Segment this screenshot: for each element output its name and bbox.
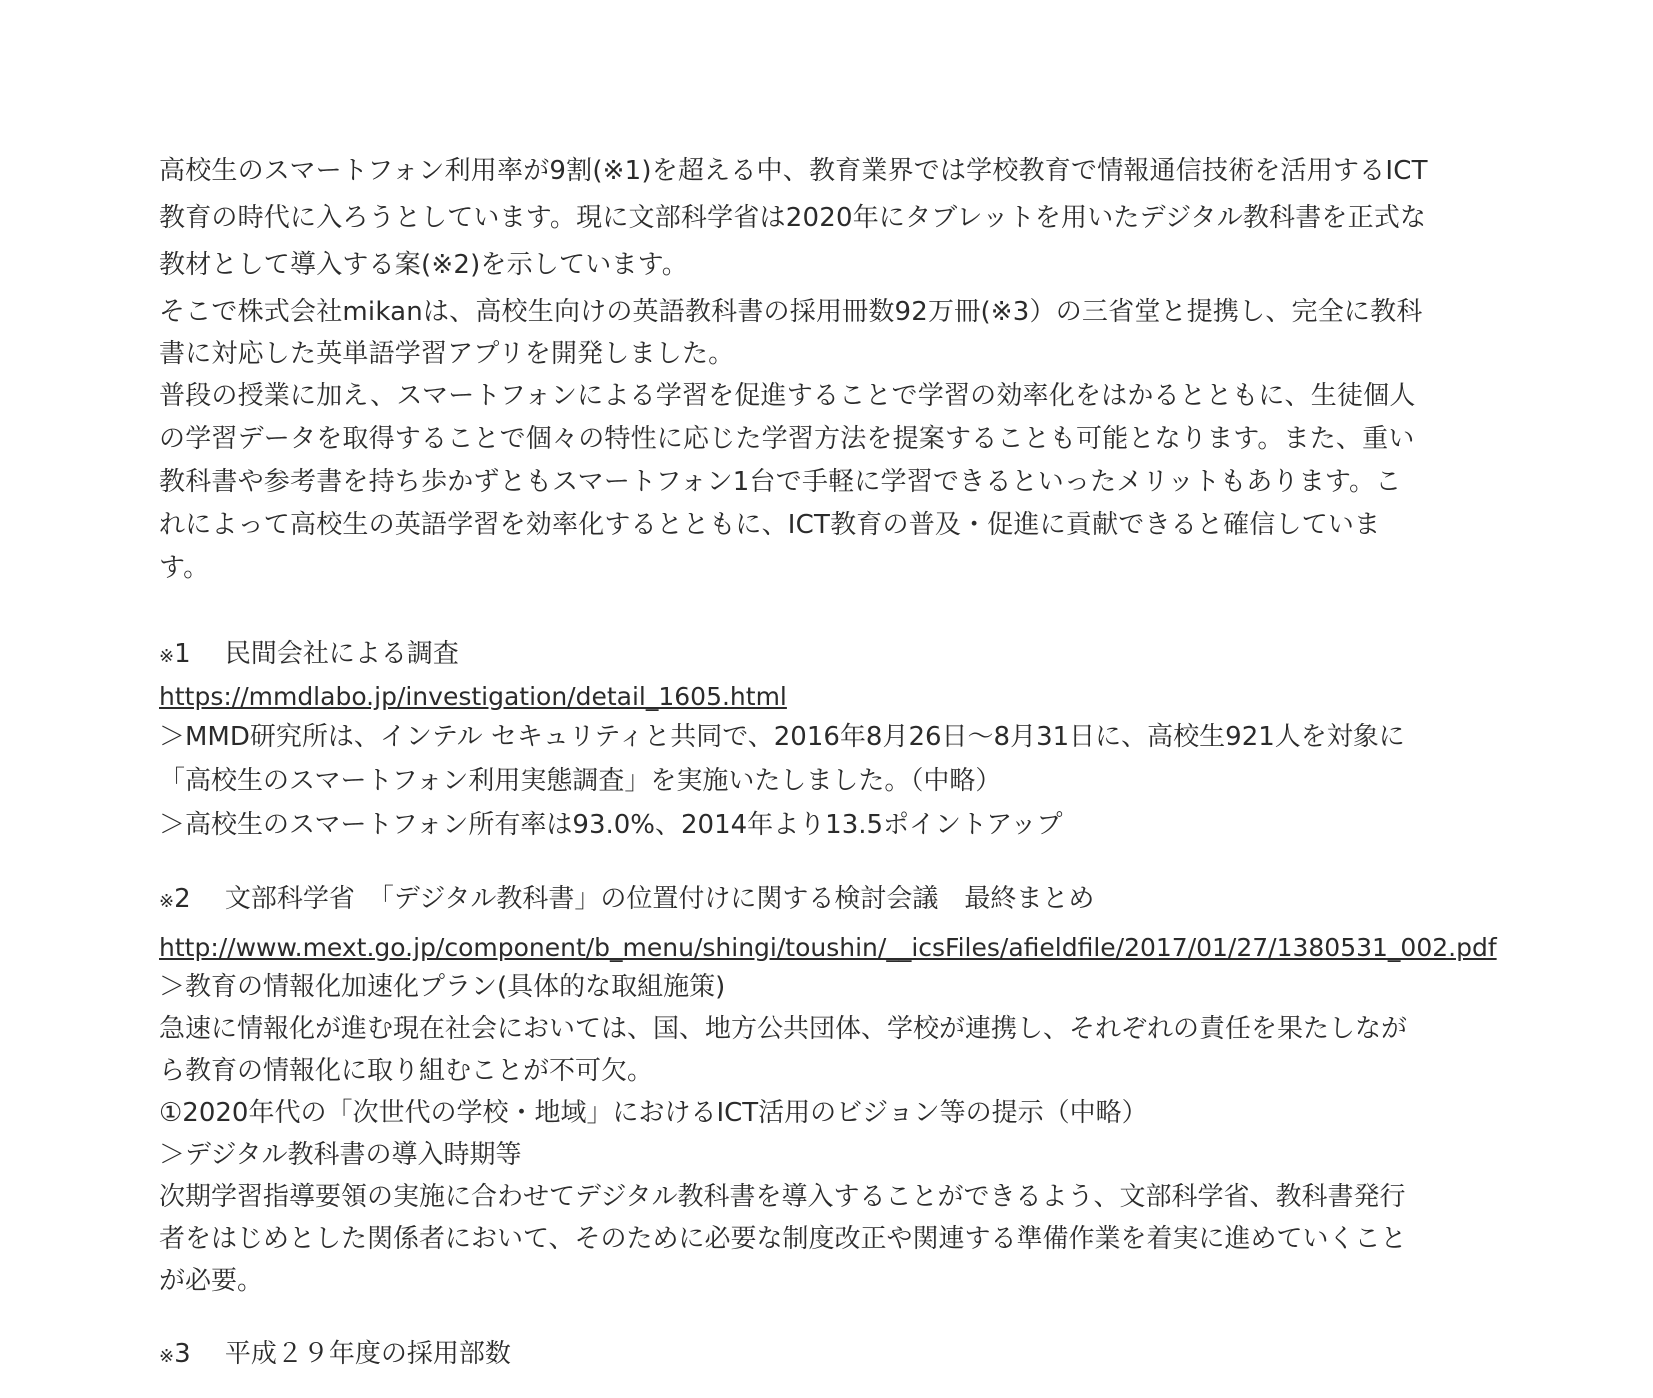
footnote-2 xyxy=(159,877,1514,1302)
footnote-link[interactable]: http://www.mext.go.jp/component/b_menu/shingi/toushin/__icsFiles/afieldfile/2017/01/27/1380531_002.pdf xyxy=(159,933,1497,962)
text-line: ら教育の情報化に取り組むことが不可欠。 xyxy=(159,1056,654,1086)
footnote-title: 文部科学省 「デジタル教科書」の位置付けに関する検討会議 最終まとめ xyxy=(224,884,1095,914)
intro-paragraph-3 xyxy=(159,375,1514,590)
text-line: の学習データを取得することで個々の特性に応じた学習方法を提案することも可能となります。また、重い xyxy=(159,424,1415,454)
text-line: 普段の授業に加え、スマートフォンによる学習を促進することで学習の効率化をはかるとともに、生徒個人 xyxy=(159,381,1416,411)
text-line: 高校生のスマートフォン利用率が9割(※1)を超える中、教育業界では学校教育で情報通信技術を活用するICT xyxy=(159,156,1428,186)
text-line: 「高校生のスマートフォン利用実態調査」を実施いたしました。（中略） xyxy=(159,766,1002,796)
footnote-body xyxy=(159,966,1514,1302)
footnote-mark: ※ xyxy=(159,1346,175,1367)
footnote-mark: ※ xyxy=(159,646,175,667)
footnote-1 xyxy=(159,632,1514,847)
footnote-heading xyxy=(159,877,1514,924)
footnote-heading xyxy=(159,1332,1514,1379)
text-line: 教育の時代に入ろうとしています。現に文部科学省は2020年にタブレットを用いたデジタル教科書を正式な xyxy=(159,203,1427,233)
text-line: ＞デジタル教科書の導入時期等 xyxy=(159,1140,522,1170)
footnote-mark: ※ xyxy=(159,891,175,912)
footnote-body xyxy=(159,715,1514,847)
footnote-number: 1 xyxy=(174,639,191,669)
intro-paragraph-2 xyxy=(159,291,1514,375)
intro-paragraph-1 xyxy=(159,148,1514,289)
text-line: 書に対応した英単語学習アプリを開発しました。 xyxy=(159,339,735,369)
text-line: ＞高校生のスマートフォン所有率は93.0%、2014年より13.5ポイントアップ xyxy=(159,810,1063,840)
text-line: 教科書や参考書を持ち歩かずともスマートフォン1台で手軽に学習できるといったメリットもあります。こ xyxy=(159,467,1402,497)
footnote-3 xyxy=(159,1332,1514,1379)
document-body xyxy=(159,148,1514,1379)
text-line: 者をはじめとした関係者において、そのために必要な制度改正や関連する準備作業を着実に進めていくこと xyxy=(159,1224,1407,1254)
text-line: 急速に情報化が進む現在社会においては、国、地方公共団体、学校が連携し、それぞれの責任を果たしなが xyxy=(159,1014,1408,1044)
text-line: ＞MMD研究所は、インテル セキュリティと共同で、2016年8月26日〜8月31日に、高校生921人を対象に xyxy=(159,722,1405,752)
text-line: す。 xyxy=(159,553,210,583)
footnote-title: 平成２９年度の採用部数 xyxy=(224,1339,511,1369)
footnote-number: 2 xyxy=(174,884,191,914)
text-line: 教材として導入する案(※2)を示しています。 xyxy=(159,250,688,280)
text-line: ＞教育の情報化加速化プラン(具体的な取組施策) xyxy=(159,972,726,1002)
text-line: そこで株式会社mikanは、高校生向けの英語教科書の採用冊数92万冊(※3）の三省堂と提携し、完全に教科 xyxy=(159,297,1423,327)
footnote-heading xyxy=(159,632,1514,679)
text-line: ①2020年代の「次世代の学校・地域」におけるICT活用のビジョン等の提示（中略） xyxy=(159,1098,1148,1128)
footnote-link[interactable]: https://mmdlabo.jp/investigation/detail_1605.html xyxy=(159,682,787,711)
text-line: が必要。 xyxy=(159,1266,264,1296)
footnote-number: 3 xyxy=(174,1339,191,1369)
footnote-title: 民間会社による調査 xyxy=(224,639,459,669)
text-line: 次期学習指導要領の実施に合わせてデジタル教科書を導入することができるよう、文部科学省、教科書発行 xyxy=(159,1182,1406,1212)
text-line: れによって高校生の英語学習を効率化するとともに、ICT教育の普及・促進に貢献できると確信していま xyxy=(159,510,1381,540)
